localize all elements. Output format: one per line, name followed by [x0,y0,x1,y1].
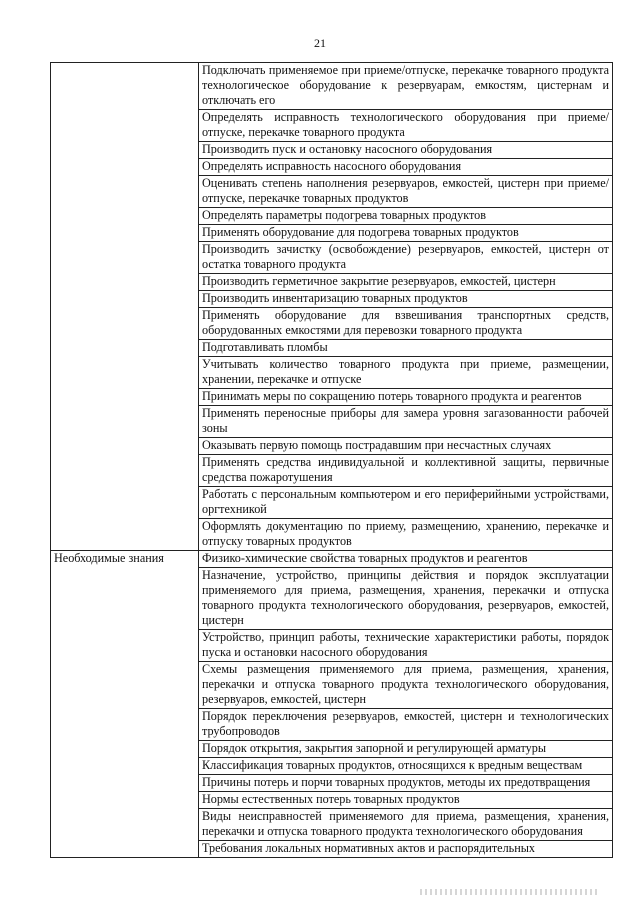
section-label-knowledge: Необходимые знания [51,551,199,858]
skill-item: Производить инвентаризацию товарных продуктов [199,291,613,308]
page-number: 21 [314,36,326,50]
skill-item: Применять оборудование для взвешивания транспортных средств, оборудованных емкостями для перевозки товарного продукта [199,308,613,340]
skill-item: Производить герметичное закрытие резервуаров, емкостей, цистерн [199,274,613,291]
skill-item: Работать с персональным компьютером и его периферийными устройствами, оргтехникой [199,487,613,519]
knowledge-item: Порядок открытия, закрытия запорной и регулирующей арматуры [199,741,613,758]
skill-item: Определять исправность технологического оборудования при приеме/отпуске, перекачке товарного продукта [199,110,613,142]
skill-item: Определять исправность насосного оборудования [199,159,613,176]
knowledge-item: Нормы естественных потерь товарных продуктов [199,792,613,809]
skill-item: Подключать применяемое при приеме/отпуске, перекачке товарного продукта технологическое оборудование к резервуарам, емкостям, цистернам и отключать его [199,63,613,110]
skill-item: Производить пуск и остановку насосного оборудования [199,142,613,159]
knowledge-item: Классификация товарных продуктов, относящихся к вредным веществам [199,758,613,775]
skill-item: Учитывать количество товарного продукта при приеме, размещении, хранении, перекачке и отпуске [199,357,613,389]
knowledge-item: Требования локальных нормативных актов и распорядительных [199,841,613,858]
knowledge-item: Физико-химические свойства товарных продуктов и реагентов [199,551,613,568]
skill-item: Применять переносные приборы для замера уровня загазованности рабочей зоны [199,406,613,438]
table-row [51,551,613,568]
table-row [51,63,613,110]
knowledge-item: Порядок переключения резервуаров, емкостей, цистерн и технологических трубопроводов [199,709,613,741]
skill-item: Оказывать первую помощь пострадавшим при несчастных случаях [199,438,613,455]
skill-item: Производить зачистку (освобождение) резервуаров, емкостей, цистерн от остатка товарного продукта [199,242,613,274]
skill-item: Принимать меры по сокращению потерь товарного продукта и реагентов [199,389,613,406]
skill-item: Определять параметры подогрева товарных продуктов [199,208,613,225]
skill-item: Подготавливать пломбы [199,340,613,357]
skill-item: Применять оборудование для подогрева товарных продуктов [199,225,613,242]
skill-item: Оценивать степень наполнения резервуаров, емкостей, цистерн при приеме/отпуске, перекачке товарных продуктов [199,176,613,208]
knowledge-item: Устройство, принцип работы, технические характеристики работы, порядок пуска и остановки насосного оборудования [199,630,613,662]
knowledge-item: Схемы размещения применяемого для приема, размещения, хранения, перекачки и отпуска товарного продукта технологического оборудования, резервуаров, емкостей, цистерн [199,662,613,709]
requirements-table [50,62,613,858]
skill-item: Применять средства индивидуальной и коллективной защиты, первичные средства пожаротушения [199,455,613,487]
knowledge-item: Назначение, устройство, принципы действия и порядок эксплуатации применяемого для приема, размещения, хранения, перекачки и отпуска товарного продукта технологического оборудования, резервуаров, емкостей, цистерн [199,568,613,630]
knowledge-item: Виды неисправностей применяемого для приема, размещения, хранения, перекачки и отпуска товарного продукта технологического оборудования [199,809,613,841]
skill-item: Оформлять документацию по приему, размещению, хранению, перекачке и отпуску товарных продуктов [199,519,613,551]
scan-artifact [420,889,600,895]
knowledge-item: Причины потерь и порчи товарных продуктов, методы их предотвращения [199,775,613,792]
section-label-skills [51,63,199,551]
